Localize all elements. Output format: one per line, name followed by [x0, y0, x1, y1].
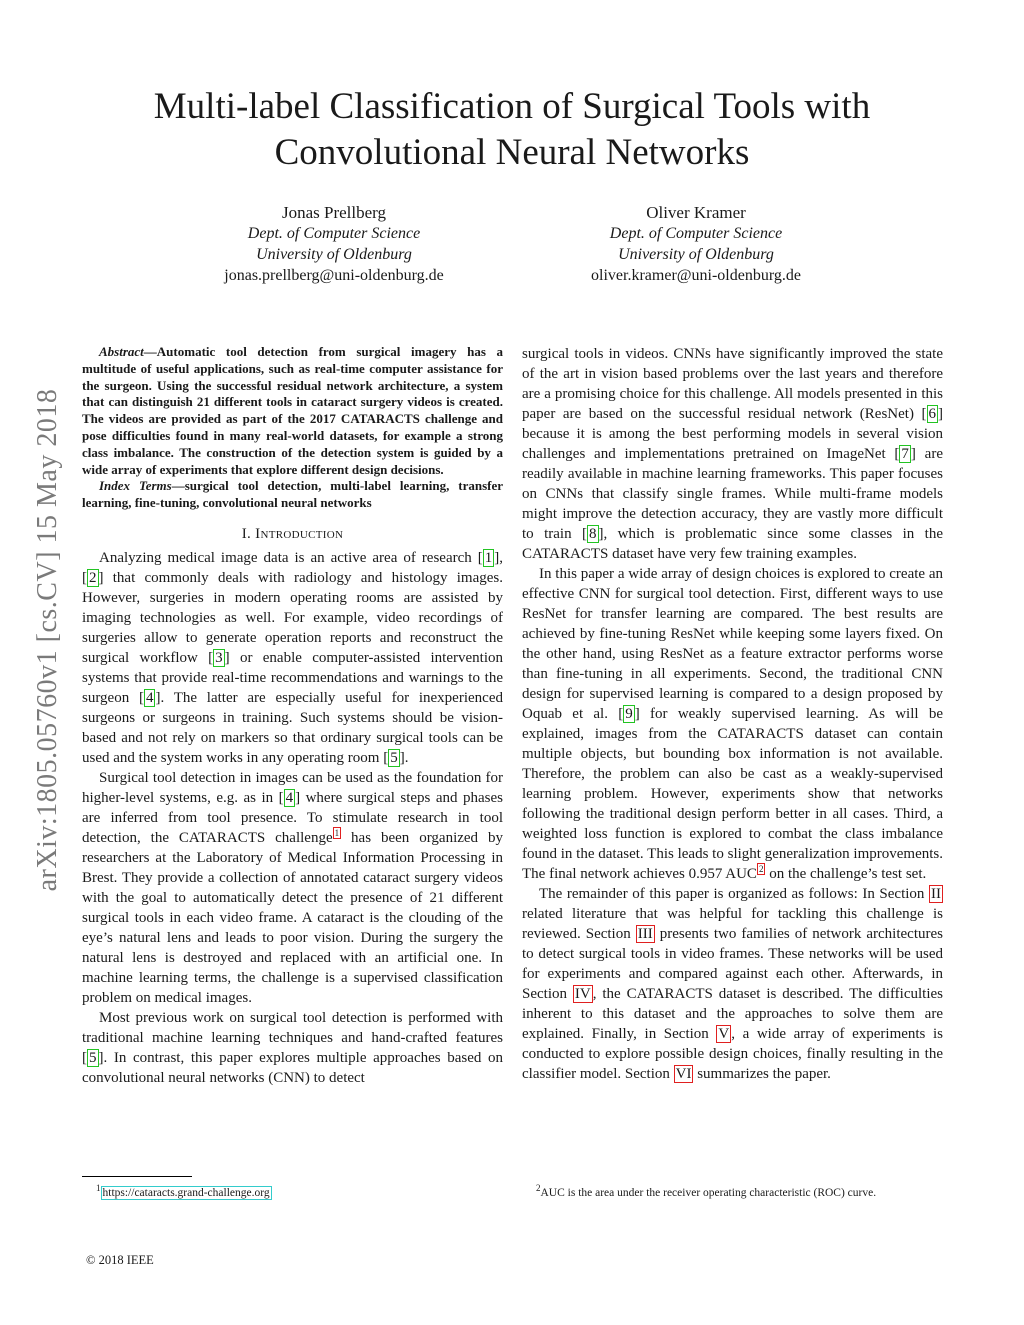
- footnote-link[interactable]: 2: [758, 864, 764, 874]
- section-link[interactable]: II: [931, 886, 941, 902]
- section-number: I.: [241, 525, 256, 542]
- text: The remainder of this paper is organized as follows: In Section: [539, 886, 929, 902]
- author-email: jonas.prellberg@uni-oldenburg.de: [224, 267, 444, 284]
- author-dept: Dept. of Computer Science: [247, 225, 421, 242]
- text: Surgical tool detection in images can be used as the foundation for higher-level systems, e.g. as in: [82, 769, 503, 806]
- text: or enable computer-assisted intervention systems that provide real-time recommendations and warnings to the surgeon: [82, 649, 503, 706]
- copyright-notice: © 2018 IEEE: [86, 1253, 154, 1267]
- citation-link[interactable]: 7: [901, 446, 909, 462]
- title-line-2: Convolutional Neural Networks: [274, 132, 750, 173]
- text: on the challenge’s test set.: [765, 866, 927, 882]
- text: where surgical steps and phases are inferred from tool presence. To stimulate research in tool detection, the CATARACTS challenge: [82, 789, 503, 846]
- author-university: University of Oldenburg: [256, 246, 412, 263]
- text: has been organized by researchers at the Laboratory of Medical Information Processing in Brest. They provide a collection of annotated cataract surgery videos with the goal to automatically detect the presence of 21 different surgical tools in each video frame. A cataract is the clouding of the eye’s natural lens and leads to poor vision. During the surgery the natural lens is destroyed and replaced with an artificial one. In machine learning terms, the challenge is a supervised classification problem on medical images.: [82, 829, 503, 1006]
- footnote-number: 1: [96, 1183, 101, 1194]
- footnote-2: [536, 1185, 876, 1201]
- citation-link[interactable]: 4: [285, 789, 294, 806]
- paragraph: In this paper a wide array of design choices is explored to create an effective CNN for surgical tool detection. First, different ways to use ResNet for transfer learning are compared. The best results are achieved by fine-tuning ResNet while keeping some layers fixed. On the other hand, using ResNet as a feature extractor performs worse than fine-tuning in all experiments. Second, the traditional CNN design for supervised learning is compared to a design proposed by Oquab et al. [ 9 ] for weakly supervised learning. As will be explained, images from the CATARACTS dataset can contain multiple objects, but bounding box information is not available. Therefore, the problem can also be cast as a weakly-supervised learning problem. However, experiments show that networks following the traditional design perform better in all cases. Third, a weighted loss function is explored to combat the class imbalance found in the dataset. This leads to slight generalization improvements. The final network achieves 0.957 AUC $^2$ on the challenge’s test set.: [522, 566, 943, 882]
- text: because it is among the best performing models in several vision challenges and implementations pretrained on ImageNet: [522, 426, 943, 462]
- text: Analyzing medical image data is an active area of research: [99, 549, 478, 566]
- author-name: Jonas Prellberg: [281, 203, 387, 222]
- section-link[interactable]: III: [637, 926, 653, 942]
- citation-link[interactable]: 9: [625, 706, 633, 722]
- section-link[interactable]: VI: [675, 1066, 692, 1082]
- footnote-text: AUC is the area under the receiver operating characteristic (ROC) curve.: [540, 1187, 877, 1199]
- text: . In contrast, this paper explores multiple approaches based on convolutional neural networks (CNN) to detect: [82, 1049, 503, 1086]
- author-block-1: [174, 202, 494, 286]
- footnote-url-link[interactable]: https://cataracts.grand-challenge.org: [102, 1187, 270, 1199]
- author-university: University of Oldenburg: [618, 246, 774, 263]
- text: are readily available in machine learning frameworks. This paper focuses on CNNs that classify single frames. While multi-frame models might improve the detection accuracy, they are vastly more difficult to train: [522, 446, 943, 542]
- paragraph: surgical tools in videos. CNNs have significantly improved the state of the art in vision based problems over the last years and therefore are a promising choice for this challenge. All models presented in this paper are based on the successful residual network (ResNet) [ 6 ] because it is among the best performing models in several vision challenges and implementations pretrained on ImageNet [ 7 ] are readily available in machine learning frameworks. This paper focuses on CNNs that classify single frames. While multi-frame models might improve the detection accuracy, they are vastly more difficult to train [ 8 ], which is problematic since some classes in the CATARACTS dataset have very few training examples.: [522, 346, 944, 562]
- author-dept: Dept. of Computer Science: [609, 225, 783, 242]
- footnote-rule: [82, 1176, 192, 1177]
- author-name: Oliver Kramer: [646, 203, 746, 222]
- text: related literature that was helpful for tackling this challenge is reviewed. Section: [522, 906, 943, 942]
- text: ,: [499, 549, 503, 566]
- author-email: oliver.kramer@uni-oldenburg.de: [591, 267, 801, 284]
- title-line-1: Multi-label Classification of Surgical Tools with: [153, 86, 871, 127]
- footnote-link[interactable]: 1: [334, 827, 340, 838]
- text: , the CATARACTS dataset is described. The difficulties inherent to this dataset and the approaches to solve them are explained. Finally, in Section: [522, 986, 943, 1042]
- arxiv-identifier: arXiv:1805.05760v1 [cs.CV] 15 May 2018: [32, 388, 63, 892]
- citation-link[interactable]: 1: [484, 549, 493, 566]
- index-terms-text: —surgical tool detection, multi-label learning, transfer learning, fine-tuning, convolutional neural networks: [82, 478, 503, 511]
- text: surgical tools in videos. CNNs have significantly improved the state of the art in vision based problems over the last years and therefore are a promising choice for this challenge. All models presented in this paper are based on the successful residual network (ResNet): [522, 346, 943, 422]
- index-terms-label: Index Terms: [99, 478, 172, 494]
- citation-link[interactable]: 5: [89, 1049, 97, 1066]
- citation-link[interactable]: 3: [215, 649, 223, 666]
- index-terms: [82, 478, 503, 512]
- text: In this paper a wide array of design choices is explored to create an effective CNN for surgical tool detection. First, different ways to use ResNet for transfer learning are compared. The best results are achieved by fine-tuning ResNet while keeping some layers fixed. On the other hand, using ResNet as a feature extractor performs worse than fine-tuning in all experiments. Second, the traditional CNN design for supervised learning is compared to a design proposed by Oquab et al.: [522, 566, 943, 722]
- section-heading-introduction: [82, 524, 503, 544]
- footnote-number: 2: [536, 1183, 541, 1194]
- citation-link[interactable]: 6: [928, 406, 936, 422]
- section-link[interactable]: IV: [574, 986, 591, 1002]
- text: ].: [399, 749, 409, 766]
- right-column: [522, 344, 943, 1084]
- citation-link[interactable]: 2: [89, 569, 97, 586]
- paragraph: [522, 884, 943, 1084]
- text: that commonly deals with radiology and histology images. However, surgeries in modern operating rooms are assisted by imaging technologies as well. For example, video recordings of surgeries allow to generate operation reports and reconstruct the surgical workflow: [82, 569, 503, 666]
- text: . The latter are especially useful for inexperienced surgeons or surgeons in training. Such systems should be vision-based and not rely on markers so that ordinary surgical tools can be used and the system works in any operating room: [82, 689, 503, 766]
- text: Most previous work on surgical tool detection is performed with traditional machine learning techniques and hand-crafted features: [82, 1009, 503, 1046]
- left-column: [82, 344, 503, 1088]
- text: for weakly supervised learning. As will be explained, images from the CATARACTS dataset can contain multiple objects, but bounding box information is not available. Therefore, the problem can also be cast as a weakly-supervised learning problem. However, experiments show that networks following the traditional design perform better in all cases. Third, a weighted loss function is explored to combat the class imbalance found in the dataset. This leads to slight generalization improvements. The final network achieves 0.957 AUC: [522, 706, 943, 882]
- citation-link[interactable]: 4: [145, 689, 154, 706]
- paragraph: Surgical tool detection in images can be used as the foundation for higher-level systems, e.g. as in [ 4 ] where surgical steps and phases are inferred from tool presence. To stimulate research in tool detection, the CATARACTS challenge $^1$ has been organized by researchers at the Laboratory of Medical Information Processing in Brest. They provide a collection of annotated cataract surgery videos with the goal to automatically detect the presence of 21 different surgical tools in each video frame. A cataract is the clouding of the eye’s natural lens and leads to poor vision. During the surgery the natural lens is destroyed and replaced with an artificial one. In machine learning terms, the challenge is a supervised classification problem on medical images.: [82, 769, 503, 1006]
- citation-link[interactable]: 8: [589, 526, 597, 542]
- section-title: Introduction: [255, 525, 344, 542]
- paragraph: Analyzing medical image data is an active area of research [ 1 ], [ 2 ] that commonly deals with radiology and histology images. However, surgeries in modern operating rooms are assisted by imaging technologies as well. For example, video recordings of surgeries allow to generate operation reports and reconstruct the surgical workflow [ 3 ] or enable computer-assisted intervention systems that provide real-time recommendations and warnings to the surgeon [ 4 ]. The latter are especially useful for inexperienced surgeons or surgeons in training. Such systems should be vision-based and not rely on markers so that ordinary surgical tools can be used and the system works in any operating room [ 5 ].: [82, 549, 503, 766]
- text: , a wide array of experiments is conducted to explore possible design choices, finally resulting in the classifier model. Section: [522, 1026, 943, 1082]
- text: presents two families of network architectures to detect surgical tools in video frames. These networks will be used for experiments and compared against each other. Afterwards, in Section: [522, 926, 943, 1002]
- abstract-text: —Automatic tool detection from surgical imagery has a multitude of useful applications, such as real-time computer assistance for the surgeon. Using the successful residual network architecture, a system that can distinguish 21 different tools in cataract surgery videos is created. The videos are provided as part of the 2017 CATARACTS challenge and pose difficulties found in many real-world datasets, for example a strong class imbalance. The construction of the detection system is guided by a wide array of experiments that explore different design decisions.: [82, 344, 503, 477]
- text: , which is problematic since some classes in the CATARACTS dataset have very few training examples.: [522, 526, 944, 562]
- footnote-1: [96, 1185, 272, 1201]
- abstract-label: Abstract: [99, 344, 144, 359]
- section-link[interactable]: V: [718, 1026, 730, 1042]
- paragraph: Most previous work on surgical tool detection is performed with traditional machine learning techniques and hand-crafted features [ 5 ]. In contrast, this paper explores multiple approaches based on convolutional neural networks (CNN) to detect: [82, 1009, 503, 1086]
- citation-link[interactable]: 5: [390, 749, 398, 766]
- author-block-2: [536, 202, 856, 286]
- abstract: [82, 344, 503, 478]
- paper-title: [80, 84, 944, 176]
- text: summarizes the paper.: [693, 1066, 831, 1082]
